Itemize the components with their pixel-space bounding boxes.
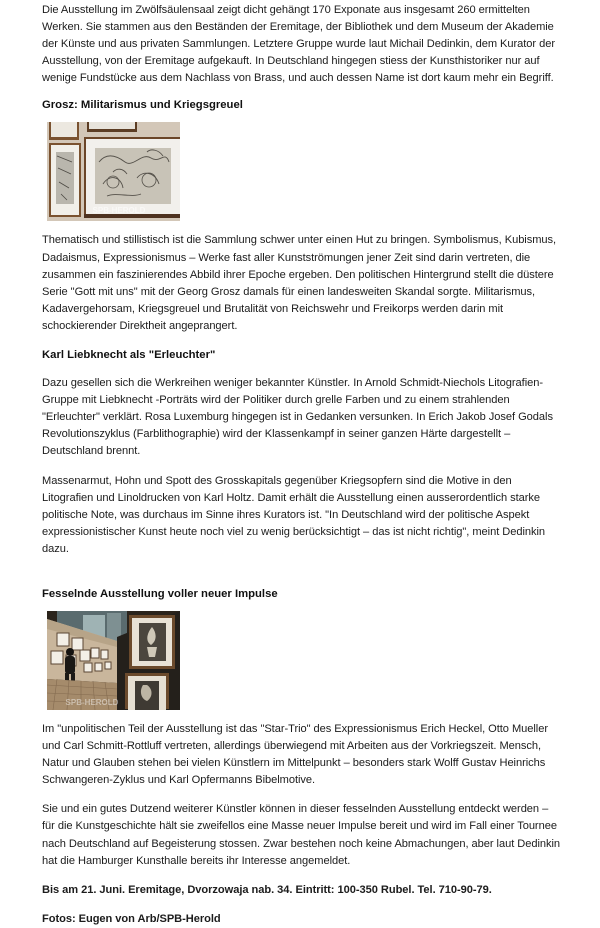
paragraph-dutzend: Sie und ein gutes Dutzend weiterer Künstler können in dieser fesselnden Ausstellung entdeckt werden – für die Kunstgeschichte hält sie zweifellos eine Masse neuer Impulse bereit und wird im Fall einer Tournee nach Deutschland auf Begeisterung stossen. Zwar bestehen noch keine Abmachungen, aber laut Dedinkin hat die Hamburger Kunsthalle bereits ihr Interesse angemeldet. (42, 803, 561, 867)
heading-grosz: Grosz: Militarismus und Kriegsgreuel (42, 99, 243, 112)
exhibition-info-line: Bis am 21. Juni. Eremitage, Dvorzowaja nab. 34. Eintritt: 100-350 Rubel. Tel. 710-90-79. (42, 883, 492, 896)
heading-fesselnde: Fesselnde Ausstellung voller neuer Impulse (42, 587, 278, 600)
paragraph-massenarmut: Massenarmut, Hohn und Spott des Grosskapitals gegenüber Kriegsopfern sind die Motive in den Litografien und Linoldrucken von Karl Holtz. Damit erhält die Ausstellung einen ausserordentlich starke politische Note, was durchaus im Sinne ihres Kurators ist. "In Deutschland wird der politische Aspekt expressionistischer Kunst heute noch viel zu wenig berücksichtigt – das ist nicht richtig", meint Dedinkin dazu. (42, 474, 546, 555)
heading-liebknecht: Karl Liebknecht als "Erleuchter" (42, 349, 216, 362)
photo-credits: Fotos: Eugen von Arb/SPB-Herold (42, 912, 221, 925)
paragraph-werkreihen: Dazu gesellen sich die Werkreihen weniger bekannter Künstler. In Arnold Schmidt-Niechols Litografien-Gruppe mit Liebknecht -Porträts wird der Politiker durch grelle Farben und zu einem strahlenden "Erleuchter" verklärt. Rosa Luxemburg hingegen ist in Gedanken versunken. In Erich Jakob Josef Godals Revolutionszyklus (Farblithographie) wird der Klassenkampf in seiner ganzen Härte dargestellt – Deutschland brennt. (42, 377, 553, 458)
gallery-visitor-image (47, 611, 180, 710)
paragraph-startrio: Im "unpolitischen Teil der Ausstellung ist das "Star-Trio" des Expressionismus Erich Heckel, Otto Mueller und Carl Schmitt-Rottluff vertreten, allerdings überwiegend mit Arbeiten aus der Vorkriegszeit. Mensch, Natur und Glauben stehen bei vielen Künstlern im Mittelpunkt – besonders stark Wolff Gustav Heinrichs Schwangeren-Zyklus und Karl Opfermanns Bibelmotive. (42, 722, 548, 787)
article-body (42, 0, 562, 928)
photo-grosz-drawings (47, 122, 180, 221)
watermark-text: SPB-HEROLD (65, 697, 119, 707)
paragraph-thematic: Thematisch und stillistisch ist die Sammlung schwer unter einen Hut zu bringen. Symbolismus, Kubismus, Dadaismus, Expressionismus – Werke fast aller Kunstströmungen jener Zeit sind darin vertreten, die zusammen ein faszinierendes Abbild ihrer Epoche ergeben. Den politischen Hintergrund stellt die düstere Serie "Gott mit uns" mit der Georg Grosz damals für einen landesweiten Skandal sorgte. Militarismus, Kadavergehorsam, Kriegsgreuel und Brutalität von Reichswehr und Freikorps werden darin mit schockierender Direktheit angeprangert. (42, 234, 557, 332)
watermark-text: SPB-HEROLD (92, 206, 146, 216)
photo-gallery-visitor (47, 611, 180, 710)
grosz-drawings-image (47, 122, 180, 221)
paragraph-intro: Die Ausstellung im Zwölfsäulensaal zeigt dicht gehängt 170 Exponate aus insgesamt 260 ermittelten Werken. Sie stammen aus den Beständen der Eremitage, der Bibliothek und dem Museum der Akademie der Künste und aus privaten Sammlungen. Letztere Gruppe wurde laut Michail Dedinkin, dem Kurator der Ausstellung, von der Eremitage aufgekauft. In Deutschland hingegen stiess der Kunsthistoriker nur auf wenige Fundstücke aus dem Nachlass von Brass, und auch dessen Name ist dort kaum mehr ein Begriff. (42, 4, 555, 85)
